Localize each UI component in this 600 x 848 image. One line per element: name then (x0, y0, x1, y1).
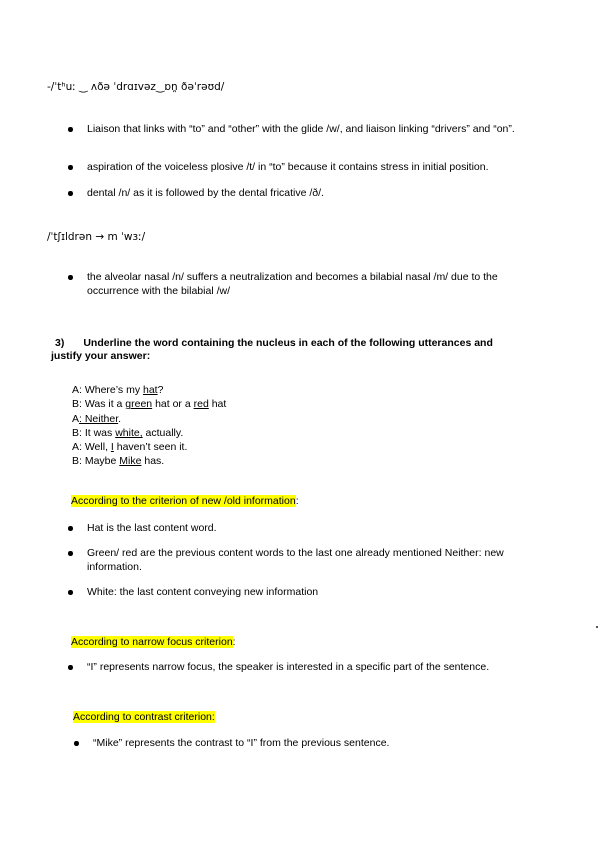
bullet-item: the alveolar nasal /n/ suffers a neutralization and becomes a bilabial nasal /m/ due to the occurrence with the bilabial /w/ (87, 271, 527, 298)
question-text: Underline the word containing the nucleus in each of the following utterances and (83, 337, 493, 349)
criterion-heading: According to narrow focus criterion: (71, 636, 236, 648)
nucleus-word: red (193, 398, 209, 411)
dialogue-line: A: Where’s my hat? (72, 384, 164, 396)
bullet-item: Green/ red are the previous content words to the last one already mentioned Neither: new information. (87, 547, 527, 574)
dialogue-line: B: Maybe Mike has. (72, 455, 165, 468)
dialogue-line: B: Was it a green hat or a red hat (72, 398, 227, 411)
bullet-dot (68, 165, 73, 170)
nucleus-word: white, (115, 426, 143, 439)
bullet-dot (68, 526, 73, 531)
nucleus-word: green (125, 398, 153, 411)
bullet-item: “Mike” represents the contrast to “I” from the previous sentence. (93, 737, 533, 751)
dialogue-line: A: Well, I haven’t seen it. (72, 441, 188, 454)
transcription-1: -/ˈtʰuː ‿ ʌðə ˈdrɑɪvəz‿ɒn̪ ðəˈrəʊd/ (47, 81, 225, 93)
nucleus-word: hat (143, 384, 158, 396)
dialogue-line: A: Neither. (72, 412, 122, 425)
nucleus-word: Mike (119, 455, 142, 468)
nucleus-word: : Neither (79, 412, 119, 425)
bullet-item: Liaison that links with “to” and “other” with the glide /w/, and liaison linking “drivers” and “on”. (87, 123, 527, 137)
bullet-dot (68, 275, 73, 280)
bullet-item: aspiration of the voiceless plosive /t/ in “to” because it contains stress in initial position. (87, 161, 537, 175)
question-text-cont: justify your answer: (51, 350, 151, 362)
bullet-dot (74, 741, 79, 746)
bullet-dot (68, 127, 73, 132)
dialogue-line: B: It was white, actually. (72, 426, 184, 439)
bullet-item: White: the last content conveying new information (87, 586, 527, 600)
bullet-item: “I” represents narrow focus, the speaker is interested in a specific part of the sentence. (87, 661, 537, 675)
question-number: 3) (55, 337, 65, 349)
bullet-dot (68, 551, 73, 556)
dialogue (72, 383, 472, 469)
criterion-heading: According to contrast criterion: (73, 711, 215, 723)
transcription-2: /ˈtʃɪldrən → m ˈwɜː/ (47, 231, 146, 243)
bullet-dot (68, 590, 73, 595)
criterion-heading: According to the criterion of new /old information: (71, 495, 299, 507)
stray-mark (596, 626, 598, 628)
bullet-item: dental /n/ as it is followed by the dental fricative /ð/. (87, 187, 527, 201)
question-3 (51, 337, 535, 363)
bullet-dot (68, 191, 73, 196)
nucleus-word: I (110, 441, 114, 454)
bullet-item: Hat is the last content word. (87, 522, 527, 536)
bullet-dot (68, 665, 73, 670)
